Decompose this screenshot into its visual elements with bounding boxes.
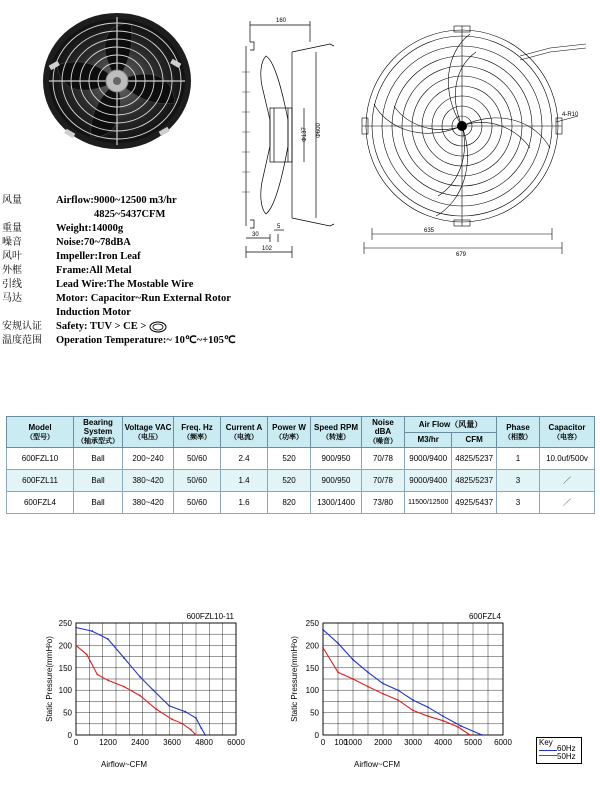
dim-137: Φ137 [302,127,308,142]
model-spec-table [6,416,595,514]
data-point [457,726,459,728]
data-point [96,674,98,676]
side-view-drawing [230,12,358,260]
data-point [75,645,77,647]
spec-noise: 噪音 Noise:70~78dBA [2,237,131,248]
data-point [412,709,414,711]
y-tick-label: 100 [58,686,72,696]
x-tick-label: 3000 [404,738,422,747]
table-row: 600FZL4 Ball 380~420 50/60 1.6 820 1300/1400 73/80 11500/12500 4925/5437 3 ／ [7,492,595,514]
data-point [460,725,462,727]
x-tick-label: 0 [73,738,79,747]
dim-679: 679 [456,252,467,258]
chart-title: 600FZL10-11 [186,612,234,621]
data-point [123,657,125,659]
data-point [182,723,184,725]
data-point [152,689,154,691]
data-point [322,629,324,631]
dim-30: 30 [252,232,259,238]
spec-lead-wire: 引线 Lead Wire:The Mostable Wire [2,279,194,290]
spec-airflow: 风量 Airflow:9000~12500 m3/hr [2,195,177,206]
chart-title: 600FZL4 [468,612,501,621]
y-tick-label: 250 [58,619,72,628]
spec-motor: 马达 Motor: Capacitor~Run External Rotor [2,293,231,304]
data-point [107,679,109,681]
data-point [171,718,173,720]
x-axis-label: Airflow~CFM [100,760,148,769]
series-line-60hz [76,628,205,736]
x-tick-label: 2400 [131,738,149,747]
col-airflow-m3hr: M3/hr [405,432,452,448]
x-tick-label: 6000 [494,738,512,747]
spec-safety: 安规认证 Safety: TUV > CE > [2,320,167,333]
dim-r10: 4-R10 [562,112,579,118]
data-point [352,659,354,661]
data-point [382,683,384,685]
data-point [442,720,444,722]
data-point [481,734,483,736]
pressure-airflow-chart-600fzl4 [285,605,525,775]
data-point [427,706,429,708]
col-bearing: Bearing System （轴承型式） [74,417,123,448]
y-tick-label: 150 [305,663,319,673]
data-point [442,715,444,717]
data-point [91,630,93,632]
x-tick-label: 100 [334,738,348,747]
y-tick-label: 50 [310,708,319,718]
series-line-50hz [323,648,470,735]
key-50hz: 50Hz [557,752,576,761]
y-tick-label: 0 [314,731,319,740]
data-point [184,711,186,713]
x-axis-label: Airflow~CFM [353,760,401,769]
spec-impeller: 风叶 Impeller:Iron Leaf [2,251,141,262]
col-freq: Freq. Hz （频率） [174,417,221,448]
pressure-airflow-chart-600fzl10-11 [40,605,255,775]
data-point [382,693,384,695]
data-point [412,699,414,701]
data-point [367,686,369,688]
col-airflow: Air Flow（风量） [405,417,497,433]
x-tick-label: 5000 [464,738,482,747]
data-point [86,653,88,655]
spec-motor-type: Induction Motor [56,307,131,318]
y-tick-label: 150 [58,663,72,673]
spec-weight: 重量 Weight:14000g [2,223,124,234]
key-50hz-swatch [539,755,557,756]
spec-frame: 外框 Frame:All Metal [2,265,132,276]
col-voltage: Voltage VAC （电压） [123,417,174,448]
data-point [190,729,192,731]
dim-102: 102 [262,246,273,252]
col-noise: Noise dBA （噪音） [362,417,405,448]
table-row: 600FZL11 Ball 380~420 50/60 1.4 520 900/950 70/78 9000/9400 4825/5237 3 ／ [7,470,595,492]
data-point [107,638,109,640]
data-point [204,734,206,736]
y-tick-label: 200 [58,641,72,651]
chart-key [536,737,582,764]
data-point [337,671,339,673]
y-tick-label: 200 [305,641,319,651]
x-tick-label: 4000 [434,738,452,747]
key-60hz-swatch [539,750,557,751]
spec-airflow-cfm: 4825~5437CFM [94,209,166,220]
data-point [75,627,77,629]
y-tick-label: 250 [305,619,319,628]
col-speed: Speed RPM （转速） [311,417,362,448]
table-row: 600FZL10 Ball 200~240 50/60 2.4 520 900/950 70/78 9000/9400 4825/5237 1 10.0uf/500v [7,448,595,470]
data-point [139,695,141,697]
data-point [139,676,141,678]
x-tick-label: 0 [320,738,326,747]
data-point [200,727,202,729]
data-point [469,734,471,736]
y-tick-label: 50 [63,708,72,718]
y-tick-label: 0 [67,731,72,740]
col-capacitor: Capacitor （电容） [540,417,595,448]
data-point [397,689,399,691]
front-view-drawing [350,12,598,260]
fan-photo [35,3,195,153]
col-airflow-cfm: CFM [452,432,497,448]
key-title: Key [539,738,553,747]
dim-5: 5 [277,224,281,230]
col-phase: Phase （相数） [497,417,540,448]
data-point [155,708,157,710]
y-axis-label: Static Pressure(mmH²o) [45,636,54,722]
x-tick-label: 1000 [344,738,362,747]
data-point [322,647,324,649]
ccc-mark-icon [149,321,167,333]
key-60hz: 60Hz [557,744,576,753]
data-point [427,715,429,717]
dim-160: 160 [276,18,287,24]
x-tick-label: 4800 [195,738,213,747]
data-point [123,686,125,688]
data-point [397,699,399,701]
col-power: Power W （功率） [268,417,311,448]
data-point [337,642,339,644]
data-point [352,678,354,680]
x-tick-label: 1200 [99,738,117,747]
dim-600: Φ600 [316,123,322,138]
data-point [367,671,369,673]
data-point [195,734,197,736]
x-tick-label: 3600 [163,738,181,747]
col-model: Model （型号） [7,417,74,448]
y-axis-label: Static Pressure(mmH²o) [290,636,299,722]
data-point [168,705,170,707]
data-point [195,717,197,719]
x-tick-label: 2000 [374,738,392,747]
spec-temperature: 温度范围 Operation Temperature:~ 10℃~+105℃ [2,335,236,346]
dim-635: 635 [424,228,435,234]
y-tick-label: 100 [305,686,319,696]
col-current: Current A （电流） [221,417,268,448]
x-tick-label: 6000 [227,738,245,747]
